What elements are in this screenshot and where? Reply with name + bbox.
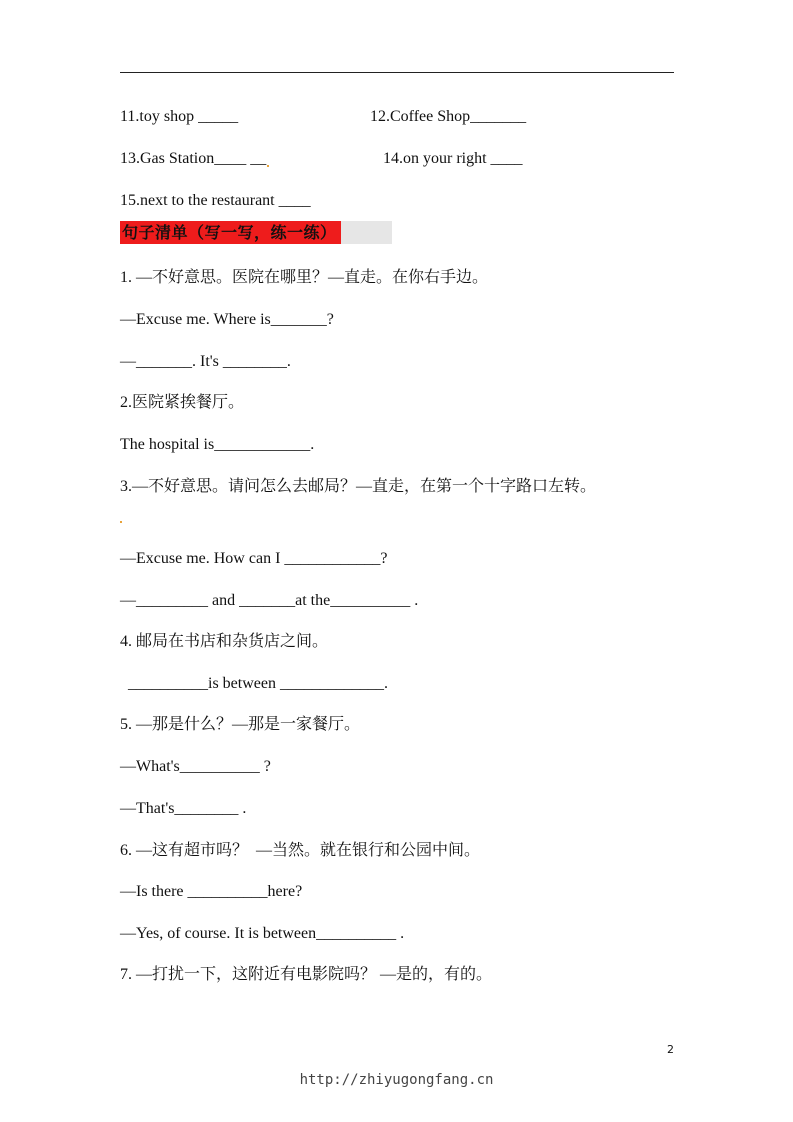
sentence-6-english-line-2: —Yes, of course. It is between__________ .: [120, 925, 405, 942]
footer-url: http://zhiyugongfang.cn: [299, 1072, 494, 1088]
sentence-5-chinese: 5. —那是什么？—那是一家餐厅。: [120, 716, 361, 733]
sentence-5-english-line-1: —What's__________ ?: [120, 758, 271, 775]
sentence-3-english-line-2: —_________ and _______at the__________ .: [120, 592, 419, 609]
sentence-2-english-line-1: The hospital is____________.: [120, 436, 315, 453]
vocab-item-15: 15.next to the restaurant ____: [120, 192, 311, 209]
sentence-4-english-line-1: __________is between _____________.: [124, 675, 388, 692]
vocab-item-12: 12.Coffee Shop_______: [370, 108, 527, 125]
edit-mark: [120, 521, 122, 523]
vocab-item-11: 11.toy shop _____: [120, 108, 239, 125]
sentence-1-english-line-1: —Excuse me. Where is_______?: [120, 311, 334, 328]
sentence-3-english-line-1: —Excuse me. How can I ____________?: [120, 550, 388, 567]
sentence-3-chinese: 3.—不好意思。请问怎么去邮局？—直走，在第一个十字路口左转。: [120, 478, 597, 495]
sentence-4-chinese: 4. 邮局在书店和杂货店之间。: [120, 633, 329, 650]
edit-mark: [267, 165, 269, 167]
vocab-item-13: 13.Gas Station____ __: [120, 150, 267, 167]
sentence-7-chinese: 7. —打扰一下，这附近有电影院吗？ —是的，有的。: [120, 966, 493, 983]
sentence-5-english-line-2: —That's________ .: [120, 800, 247, 817]
section-heading: 句子清单（写一写，练一练）: [120, 221, 341, 244]
sentence-1-english-line-2: —_______. It's ________.: [120, 353, 291, 370]
sentence-1-chinese: 1. —不好意思。医院在哪里？—直走。在你右手边。: [120, 269, 489, 286]
sentence-2-chinese: 2.医院紧挨餐厅。: [120, 394, 245, 411]
header-rule: [120, 72, 674, 73]
sentence-6-chinese: 6. —这有超市吗？ —当然。就在银行和公园中间。: [120, 842, 481, 859]
page-number: 2: [667, 1043, 674, 1056]
sentence-6-english-line-1: —Is there __________here?: [120, 883, 303, 900]
vocab-item-14: 14.on your right ____: [383, 150, 523, 167]
